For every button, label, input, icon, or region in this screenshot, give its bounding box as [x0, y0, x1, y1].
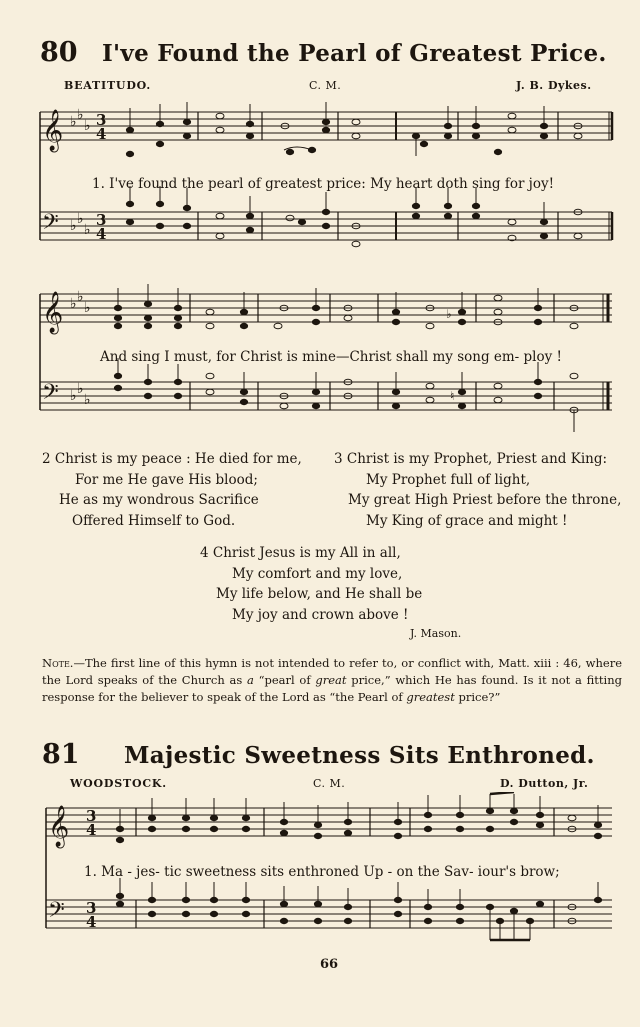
hymn-80-composer: J. B. Dykes.: [516, 79, 592, 92]
svg-text:♭: ♭: [84, 300, 91, 316]
svg-text:♭: ♭: [70, 296, 77, 312]
note-text-3: price,” which He has found. Is it not a fitting response for the believer to speak of the Lord as “the Pearl of: [42, 673, 622, 704]
stanza-2-line-2: For me He gave His blood;: [75, 471, 258, 488]
svg-text:4: 4: [86, 913, 97, 931]
hymn-81-tune: WOODSTOCK.: [70, 777, 167, 790]
stanza-4-line-3: My life below, and He shall be: [216, 586, 423, 602]
treble-clef-icon: 𝄞: [42, 110, 64, 151]
svg-text:4: 4: [96, 125, 107, 143]
hymn-80-number: 80: [40, 37, 78, 68]
stanza-2-line-4: Offered Himself to God.: [72, 512, 236, 529]
svg-text:𝄞: 𝄞: [42, 292, 64, 333]
stanza-3-line-1: 3 Christ is my Prophet, Priest and King:: [334, 451, 608, 467]
stanza-4-line-4: My joy and crown above !: [232, 606, 409, 623]
svg-text:♭: ♭: [77, 289, 84, 305]
note-italic-3: greatest: [406, 690, 455, 704]
svg-text:♭: ♭: [84, 392, 91, 408]
hymn-81-title: Majestic Sweetness Sits Enthroned.: [124, 742, 595, 769]
svg-text:3: 3: [96, 211, 107, 229]
hymn-80-system-2-score: [0, 282, 640, 452]
svg-text:♭: ♭: [446, 307, 452, 321]
stanza-4-line-1: 4 Christ Jesus is my All in all,: [200, 545, 401, 561]
svg-text:3: 3: [86, 899, 97, 917]
svg-text:𝄞: 𝄞: [48, 806, 70, 847]
stanza-2-line-3: He as my wondrous Sacrifice: [59, 492, 259, 508]
note-text-2: “pearl of: [253, 673, 316, 687]
svg-text:♭: ♭: [70, 388, 77, 404]
stanza-3-line-2: My Prophet full of light,: [366, 471, 531, 488]
svg-text:♭: ♭: [84, 118, 91, 134]
svg-text:♭: ♭: [77, 107, 84, 123]
flat-icon: ♭: [70, 114, 77, 130]
hymn-80-lyric-line-2: And sing I must, for Christ is mine—Christ shall my song em- ploy !: [100, 349, 562, 365]
hymn-80-stanza-4: [200, 543, 422, 625]
svg-text:3: 3: [96, 111, 107, 129]
stanza-2-line-1: 2 Christ is my peace : He died for me,: [42, 451, 302, 467]
hymn-80-stanza-2: [42, 449, 302, 531]
svg-text:♭: ♭: [77, 381, 84, 397]
svg-text:♭: ♭: [77, 211, 84, 227]
note-italic-1: a: [247, 673, 254, 687]
hymn-80-meter: C. M.: [309, 79, 342, 92]
page-number: 66: [320, 957, 339, 972]
svg-text:4: 4: [86, 821, 97, 839]
svg-text:𝄢: 𝄢: [48, 898, 65, 928]
hymn-81-lyric-line-1: 1. Ma - jes- tic sweetness sits enthroned Up - on the Sav- iour's brow;: [84, 864, 560, 880]
hymn-80-author: J. Mason.: [410, 627, 462, 640]
svg-text:♭: ♭: [84, 222, 91, 238]
note-text-4: price?”: [454, 690, 501, 704]
hymn-80-lyric-line-1: 1. I've found the pearl of greatest price: My heart doth sing for joy!: [92, 176, 555, 192]
hymn-80-tune: BEATITUDO.: [64, 79, 152, 92]
svg-text:4: 4: [96, 225, 107, 243]
natural-icon: ♮: [450, 389, 455, 403]
stanza-3-line-3: My great High Priest before the throne,: [348, 492, 622, 508]
note-lead: Note.: [42, 656, 74, 670]
hymn-81-meter: C. M.: [313, 777, 346, 790]
svg-text:♭: ♭: [70, 218, 77, 234]
svg-text:3: 3: [86, 807, 97, 825]
note-italic-2: great: [315, 673, 347, 687]
hymn-81-number: 81: [42, 739, 80, 770]
hymn-80-title: I've Found the Pearl of Greatest Price.: [102, 40, 607, 67]
stanza-4-line-2: My comfort and my love,: [232, 565, 403, 582]
hymn-81-composer: D. Dutton, Jr.: [500, 777, 589, 790]
hymn-80-note: [42, 655, 622, 706]
svg-text:𝄢: 𝄢: [42, 380, 59, 410]
bass-clef-icon: 𝄢: [42, 210, 59, 240]
hymn-80-stanza-3: [334, 449, 621, 531]
note-text-1: —The first line of this hymn is not intended to refer to, or conflict with, Matt. xiii : 46, where the Lord speaks of the Church as: [42, 656, 622, 687]
stanza-3-line-4: My King of grace and might !: [366, 512, 568, 529]
